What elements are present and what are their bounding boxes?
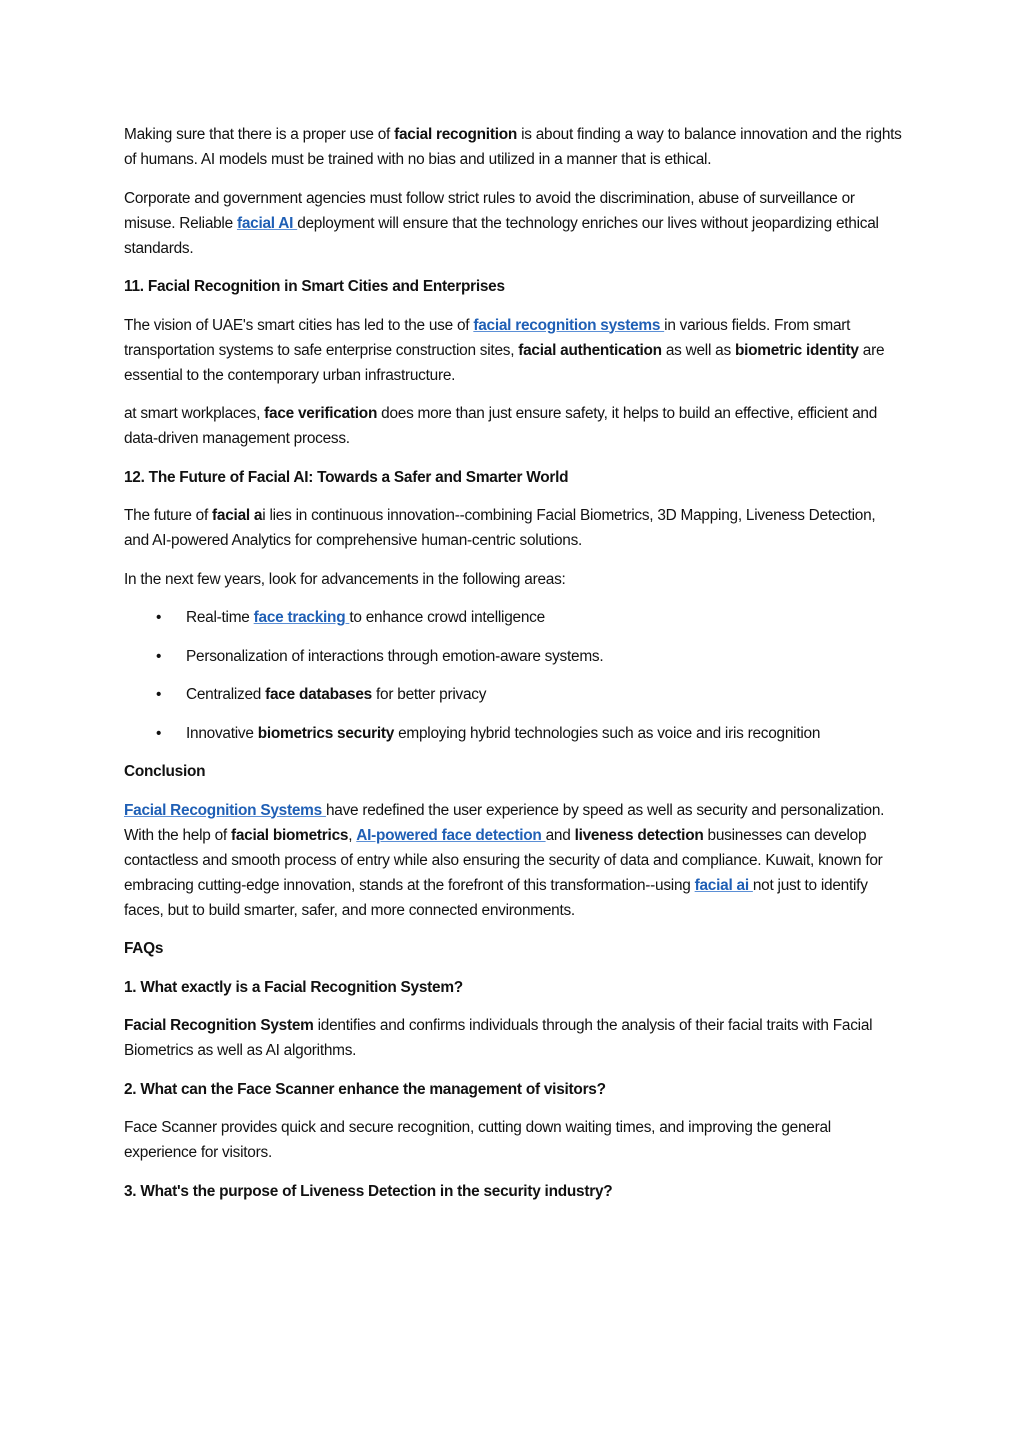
faq-question-2: 2. What can the Face Scanner enhance the management of visitors? bbox=[124, 1080, 606, 1098]
faq-answer-1: Facial Recognition System identifies and confirms individuals through the analysis of their facial traits with Facial Biometrics as well as AI algorithms. bbox=[124, 1017, 873, 1059]
paragraph-agencies: Corporate and government agencies must follow strict rules to avoid the discrimination, abuse of surveillance or misuse. Reliable facial AI deployment will ensure that the technology enriches our lives without jeopardizing ethical standards. bbox=[124, 189, 879, 257]
document-page bbox=[124, 122, 904, 1217]
paragraph-future: The future of facial ai lies in continuous innovation--combining Facial Biometrics, 3D Mapping, Liveness Detection, and AI-powered Analytics for comprehensive human-centric solutions. bbox=[124, 507, 876, 549]
heading-faqs: FAQs bbox=[124, 940, 164, 957]
paragraph-conclusion: Facial Recognition Systems have redefined the user experience by speed as well as security and personalization. With the help of facial biometrics, AI-powered face detection and liveness detection businesses can develop contactless and smooth process of entry while also ensuring the security of data and compliance. Kuwait, known for embracing cutting-edge innovation, stands at the forefront of this transformation--using facial ai not just to identify faces, but to build smarter, safer, and more connected environments. bbox=[124, 801, 885, 919]
link-ai-powered-face-detection[interactable]: AI-powered face detection bbox=[356, 826, 546, 844]
paragraph-uae-vision: The vision of UAE's smart cities has led to the use of facial recognition systems in various fields. From smart transportation systems to safe enterprise construction sites, facial authentication as well as biometric identity are essential to the contemporary urban infrastructure. bbox=[124, 316, 885, 384]
link-facial-ai-conclusion[interactable]: facial ai bbox=[694, 876, 753, 894]
list-item: • Centralized face databases for better privacy bbox=[124, 682, 904, 707]
list-item: • Real-time face tracking to enhance crowd intelligence bbox=[124, 605, 904, 630]
bold-facial-recognition: facial recognition bbox=[394, 126, 518, 143]
bullet-icon: • bbox=[156, 609, 162, 626]
paragraph-ethics: Making sure that there is a proper use of facial recognition is about finding a way to balance innovation and the rights of humans. AI models must be trained with no bias and utilized in a manner that is ethical. bbox=[124, 126, 902, 168]
bullet-icon: • bbox=[156, 647, 162, 665]
paragraph-workplaces: at smart workplaces, face verification does more than just ensure safety, it helps to build an effective, efficient and data-driven management process. bbox=[124, 405, 878, 447]
link-face-tracking[interactable]: face tracking bbox=[253, 609, 350, 626]
link-facial-recognition-systems-conclusion[interactable]: Facial Recognition Systems bbox=[124, 801, 326, 819]
heading-future-facial-ai: 12. The Future of Facial AI: Towards a Safer and Smarter World bbox=[124, 468, 569, 486]
list-item: • Innovative biometrics security employing hybrid technologies such as voice and iris recognition bbox=[124, 721, 904, 746]
paragraph-next-years: In the next few years, look for advancements in the following areas: bbox=[124, 570, 566, 588]
link-facial-ai[interactable]: facial AI bbox=[236, 214, 298, 232]
heading-conclusion: Conclusion bbox=[124, 763, 206, 780]
heading-smart-cities: 11. Facial Recognition in Smart Cities and Enterprises bbox=[124, 278, 505, 295]
advancements-list bbox=[124, 605, 904, 746]
bullet-icon: • bbox=[156, 724, 162, 742]
faq-question-3: 3. What's the purpose of Liveness Detection in the security industry? bbox=[124, 1182, 613, 1200]
bullet-icon: • bbox=[156, 686, 162, 703]
faq-answer-2: Face Scanner provides quick and secure recognition, cutting down waiting times, and improving the general experience for visitors. bbox=[124, 1119, 831, 1161]
link-facial-recognition-systems[interactable]: facial recognition systems bbox=[473, 316, 665, 334]
faq-question-1: 1. What exactly is a Facial Recognition System? bbox=[124, 978, 463, 996]
list-item: • Personalization of interactions through emotion-aware systems. bbox=[124, 644, 904, 669]
